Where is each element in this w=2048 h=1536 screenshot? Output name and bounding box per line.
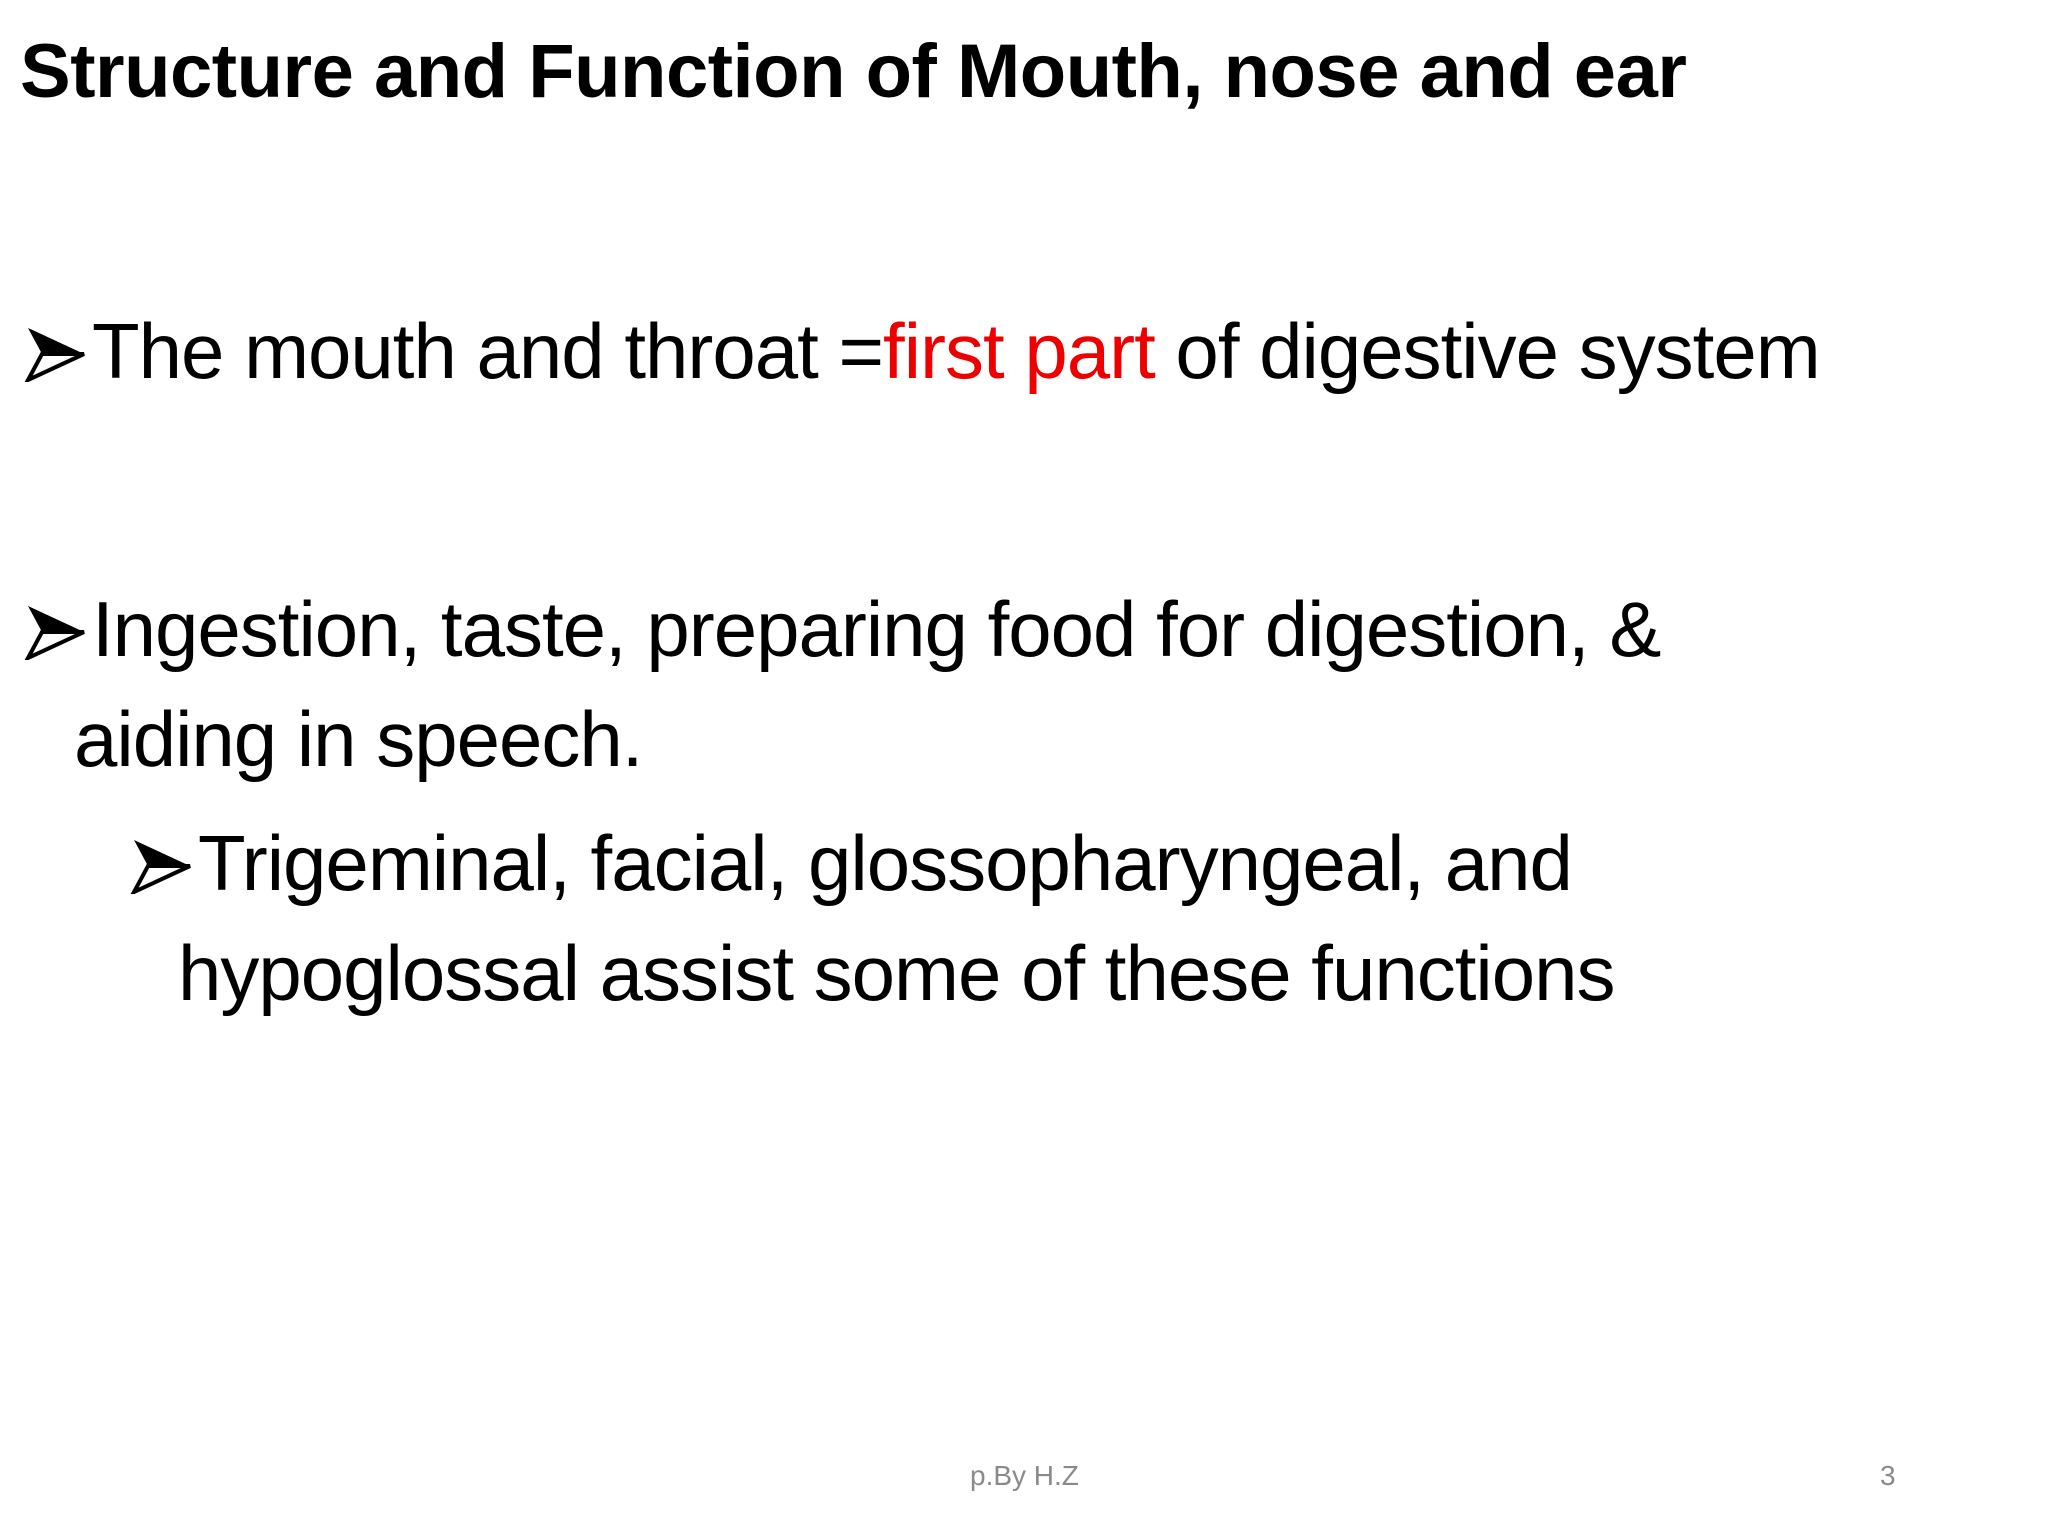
sub-bullet-nerves	[130, 808, 1930, 1028]
bullet-text-before: The mouth and throat =	[92, 307, 884, 395]
sub-bullet-line-2: hypoglossal assist some of these functions	[178, 929, 1615, 1017]
bullet-digestive-system	[24, 296, 1820, 406]
bullet-line-2: aiding in speech.	[74, 695, 643, 783]
highlighted-text: first part	[883, 307, 1155, 395]
arrowhead-bullet-icon	[24, 604, 86, 660]
slide-number: 3	[1880, 1460, 1896, 1491]
arrowhead-bullet-icon	[130, 838, 192, 894]
sub-bullet-line-1: Trigeminal, facial, glossopharyngeal, and	[198, 819, 1572, 907]
bullet-functions	[24, 574, 1924, 794]
slide-footer: p.By H.Z	[970, 1460, 1079, 1491]
arrowhead-bullet-icon	[24, 326, 86, 382]
slide-title: Structure and Function of Mouth, nose and ear	[20, 29, 1687, 114]
bullet-text-after: of digestive system	[1154, 307, 1820, 395]
bullet-line-1: Ingestion, taste, preparing food for digestion, &	[92, 585, 1661, 673]
